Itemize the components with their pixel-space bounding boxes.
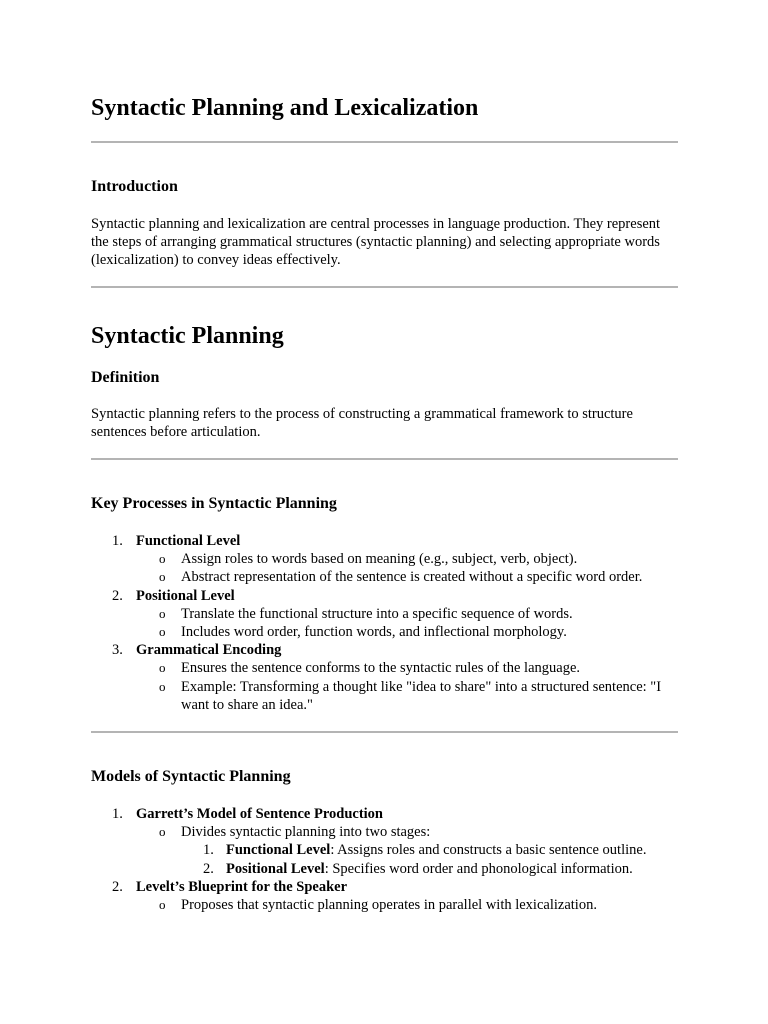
models-heading: Models of Syntactic Planning [91, 768, 291, 785]
list-number: 1. [112, 533, 123, 549]
sub-list-description: : Assigns roles and constructs a basic sentence outline. [330, 842, 647, 859]
list-item-label: Garrett’s Model of Sentence Production [136, 806, 383, 822]
sub-list-item [91, 841, 678, 859]
bullet-icon: o [159, 896, 166, 912]
bullet-icon: o [159, 605, 166, 621]
bullet-item [91, 623, 678, 641]
list-item [91, 641, 678, 659]
bullet-text: Includes word order, function words, and inflectional morphology. [181, 623, 567, 640]
intro-heading: Introduction [91, 178, 178, 195]
list-number: 2. [112, 878, 123, 895]
divider [91, 286, 678, 288]
list-number: 3. [112, 642, 123, 659]
divider [91, 141, 678, 143]
bullet-text: Translate the functional structure into a specific sequence of words. [181, 605, 573, 622]
bullet-icon: o [159, 623, 166, 639]
divider [91, 458, 678, 460]
bullet-icon: o [159, 551, 166, 567]
bullet-item [91, 659, 678, 677]
bullet-text: Divides syntactic planning into two stages: [181, 824, 431, 841]
models-list [91, 805, 678, 914]
bullet-icon: o [159, 660, 166, 676]
sub-list-text [226, 841, 646, 859]
intro-paragraph: Syntactic planning and lexicalization are central processes in language production. They represent the steps of arranging grammatical structures (syntactic planning) and selecting appropriate words (lexicalization) to convey ideas effectively. [91, 216, 661, 268]
section-heading-syntactic-planning: Syntactic Planning [91, 323, 284, 349]
bullet-item [91, 823, 678, 841]
list-item [91, 805, 678, 823]
bullet-item [91, 678, 678, 714]
list-item-label: Grammatical Encoding [136, 642, 282, 659]
sub-list-label: Functional Level [226, 842, 331, 859]
bullet-icon: o [159, 678, 166, 694]
bullet-item [91, 896, 678, 914]
list-item-label: Levelt’s Blueprint for the Speaker [136, 878, 348, 895]
definition-heading: Definition [91, 369, 160, 386]
list-item [91, 532, 678, 550]
sub-list-item [91, 860, 678, 878]
bullet-text: Proposes that syntactic planning operates in parallel with lexicalization. [181, 896, 597, 913]
sub-list-number: 2. [203, 860, 214, 877]
bullet-text: Assign roles to words based on meaning (e.g., subject, verb, object). [181, 551, 578, 568]
bullet-item [91, 550, 678, 568]
sub-list-description: : Specifies word order and phonological information. [324, 860, 633, 877]
sub-list-number: 1. [203, 842, 214, 859]
bullet-icon: o [159, 569, 166, 585]
bullet-text: Ensures the sentence conforms to the syntactic rules of the language. [181, 660, 581, 677]
bullet-icon: o [159, 824, 166, 840]
definition-paragraph: Syntactic planning refers to the process of constructing a grammatical framework to structure sentences before articulation. [91, 406, 633, 440]
page-title: Syntactic Planning and Lexicalization [91, 95, 479, 121]
list-number: 2. [112, 587, 123, 604]
list-item-label: Functional Level [136, 533, 241, 549]
list-item [91, 878, 678, 896]
sub-list-label: Positional Level [226, 860, 325, 877]
list-item-label: Positional Level [136, 587, 235, 604]
bullet-item [91, 568, 678, 586]
key-processes-list [91, 532, 678, 714]
divider [91, 731, 678, 733]
bullet-text: Abstract representation of the sentence is created without a specific word order. [181, 569, 643, 586]
list-item [91, 587, 678, 605]
key-processes-heading: Key Processes in Syntactic Planning [91, 495, 337, 512]
bullet-item [91, 605, 678, 623]
bullet-text: Example: Transforming a thought like "idea to share" into a structured sentence: "I want to share an idea." [181, 678, 662, 713]
sub-list-text [226, 860, 633, 878]
list-number: 1. [112, 806, 123, 822]
